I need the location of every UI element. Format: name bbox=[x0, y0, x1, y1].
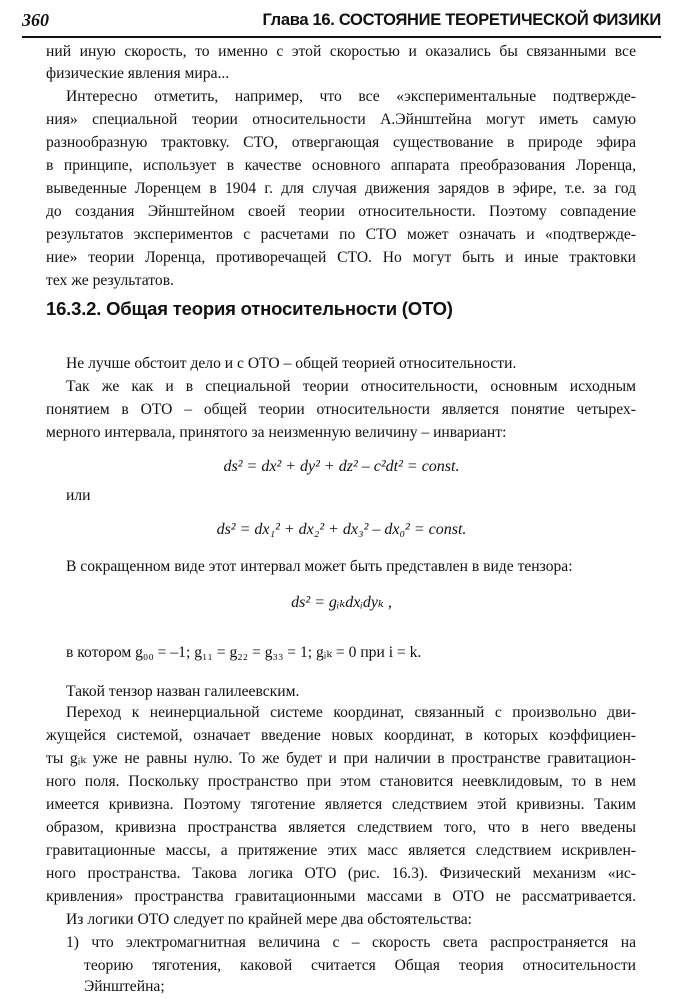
text-line: Такой тензор назван галилеевским. bbox=[66, 683, 300, 700]
text-line: кривления» пространства гравитационными массами в ОТО не рассматривается. bbox=[46, 888, 636, 905]
text-line: ние» теории Лоренца, противоречащей СТО. Но могут быть и иные трактовки bbox=[46, 249, 636, 266]
text-line: разнообразную трактовку. СТО, отвергающая существование в природе эфира bbox=[46, 134, 636, 151]
list-item-line: 1) что электромагнитная величина c – скорость света распространяется на bbox=[66, 934, 636, 951]
text-line: имеется кривизна. Поэтому тяготение является следствием этой кривизны. Таким bbox=[46, 796, 636, 813]
text-line: ного пространства. Такова логика ОТО (рис. 16.3). Физический механизм «ис- bbox=[46, 865, 636, 882]
text-line: мерного интервала, принятого за неизменную величину – инвариант: bbox=[46, 424, 507, 441]
text-line: ного поля. Поскольку пространство при этом становится неевклидовым, то в нем bbox=[46, 773, 636, 790]
text-line: Не лучше обстоит дело и с ОТО – общей теорией относительности. bbox=[66, 355, 517, 372]
text-line: В сокращенном виде этот интервал может быть представлен в виде тензора: bbox=[66, 558, 573, 575]
interval-formula: ds² = dx² + dy² + dz² – c²dt² = const. bbox=[223, 458, 460, 475]
text-line: ты gᵢₖ уже не равны нулю. То же будет и при наличии в пространстве гравитацион- bbox=[46, 750, 636, 767]
text-line: до создания Эйнштейном своей теории относительности. Поэтому совпадение bbox=[46, 203, 636, 220]
text-line: ний иную скорость, то именно с этой скоростью и оказались бы связанными все bbox=[46, 43, 636, 60]
page-header bbox=[22, 10, 661, 38]
text-line: Переход к неинерциальной системе координат, связанный с произвольно дви- bbox=[66, 704, 636, 721]
text-line: ния» специальной теории относительности А.Эйнштейна могут иметь самую bbox=[46, 111, 636, 128]
text-line: гравитационные массы, а притяжение этих масс является следствием искривлен- bbox=[46, 842, 636, 859]
interval-formula-indexed: ds² = dx₁² + dx₂² + dx₃² – dx₀² = const. bbox=[216, 521, 467, 538]
running-title: Глава 16. СОСТОЯНИЕ ТЕОРЕТИЧЕСКОЙ ФИЗИКИ bbox=[262, 11, 661, 29]
text-line: Интересно отметить, например, что все «экспериментальные подтвержде- bbox=[66, 88, 636, 105]
list-item-line: теорию тяготения, каковой считается Общая теория относительности bbox=[84, 957, 636, 974]
text-line: понятием в ОТО – общей теории относительности является понятие четырех- bbox=[46, 401, 636, 418]
text-line: в принципе, использует в качестве основного аппарата преобразования Лоренца, bbox=[46, 157, 636, 174]
list-item-line: Эйнштейна; bbox=[84, 978, 165, 995]
text-line: жущейся системой, означает введение новых координат, в которых коэффициен- bbox=[46, 727, 636, 744]
text-line: Из логики ОТО следует по крайней мере два обстоятельства: bbox=[66, 911, 472, 928]
text-line: выведенные Лоренцем в 1904 г. для случая движения зарядов в эфире, т.е. за год bbox=[46, 180, 636, 197]
text-line: или bbox=[66, 487, 91, 504]
text-line: физические явления мира... bbox=[46, 65, 230, 82]
text-line: результатов экспериментов с расчетами по СТО может означать и «подтвержде- bbox=[46, 226, 636, 243]
page-number: 360 bbox=[22, 10, 49, 30]
text-line: образом, кривизна пространства является следствием того, что в него введены bbox=[46, 819, 636, 836]
section-heading: 16.3.2. Общая теория относительности (ОТО) bbox=[46, 298, 453, 319]
text-line: Так же как и в специальной теории относительности, основным исходным bbox=[66, 378, 636, 395]
tensor-formula: ds² = gᵢₖdxᵢdyₖ , bbox=[291, 594, 392, 611]
text-line: тех же результатов. bbox=[46, 272, 174, 289]
tensor-components-line: в котором g₀₀ = –1; g₁₁ = g₂₂ = g₃₃ = 1; gᵢₖ = 0 при i = k. bbox=[66, 644, 422, 661]
